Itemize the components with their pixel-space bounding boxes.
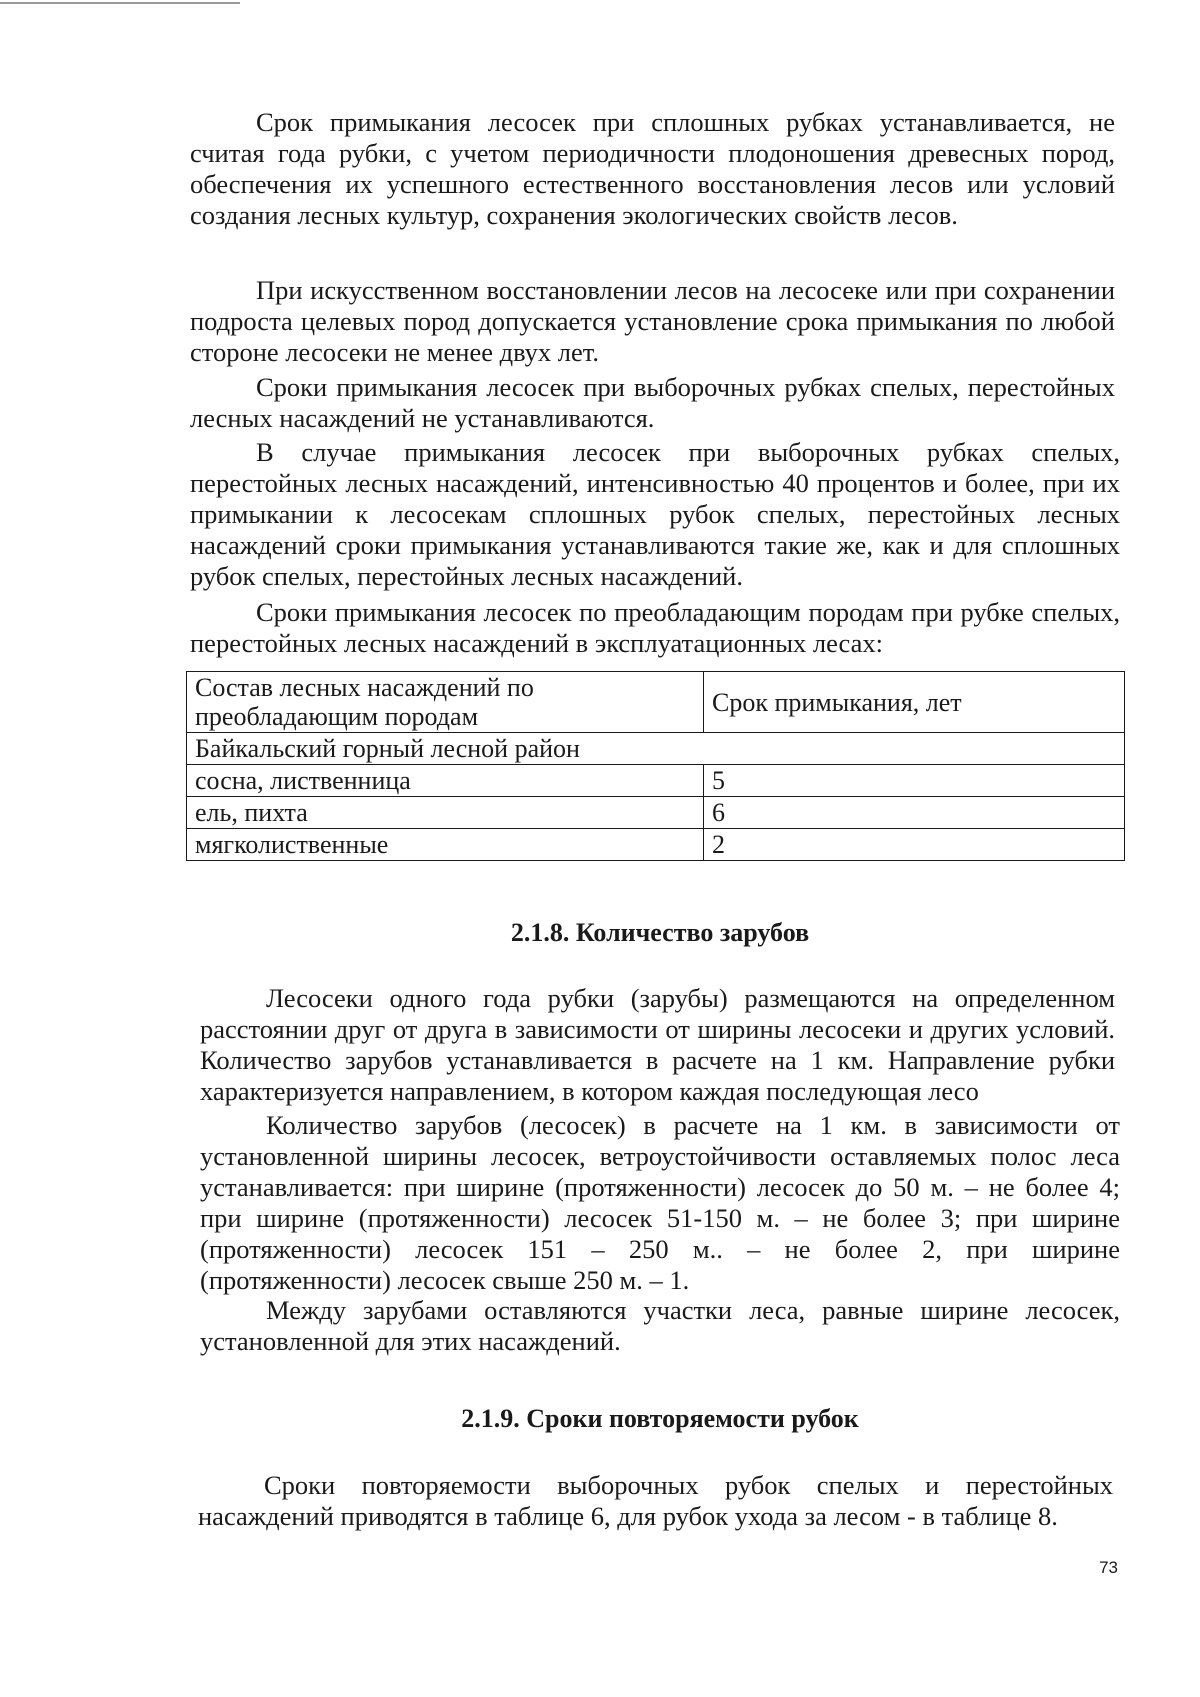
table-cell-years: 6 [704,797,1125,829]
paragraph-table-intro: Сроки примыкания лесосек по преобладающим породам при рубке спелых, перестойных лесных насаждений в эксплуатационных лесах: [190,597,1120,658]
table-cell-species: мягколиственные [187,829,704,861]
paragraph-repeat-tables: Сроки повторяемости выборочных рубок спелых и перестойных насаждений приводятся в таблице 6, для рубок ухода за лесом - в таблице 8. [198,1470,1113,1531]
paragraph-adjacency-clearcut: Срок примыкания лесосек при сплошных рубках устанавливается, не считая года рубки, с учетом периодичности плодоношения древесных пород, обеспечения их успешного естественного восстановления лесов или условий создания лесных культур, сохранения экологических свойств лесов. [190,107,1115,230]
table-row [187,765,1125,797]
table-cell-species: сосна, лиственница [187,765,704,797]
section-heading-cut-count: 2.1.8. Количество зарубов [510,918,810,947]
table-cell-species: ель, пихта [187,797,704,829]
paragraph-selective-no-adjacency: Сроки примыкания лесосек при выборочных рубках спелых, перестойных лесных насаждений не устанавливаются. [190,372,1115,433]
paragraph-selective-intensity: В случае примыкания лесосек при выборочных рубках спелых, перестойных лесных насаждений, интенсивностью 40 процентов и более, при их примыкании к лесосекам сплошных рубок спелых, перестойных лесных насаждений сроки примыкания устанавливаются такие же, как и для сплошных рубок спелых, перестойных лесных насаждений. [190,437,1120,591]
table-cell-years: 5 [704,765,1125,797]
paragraph-cut-count-rules: Количество зарубов (лесосек) в расчете на 1 км. в зависимости от установленной ширины лесосек, ветроустойчивости оставляемых полос леса устанавливается: при ширине (протяженности) лесосек до 50 м. – не более 4; при ширине (протяженности) лесосек 51-150 м. – не более 3; при ширине (протяженности) лесосек 151 – 250 м.. – не более 2, при ширине (протяженности) лесосек свыше 250 м. – 1. [200,1110,1120,1295]
table-header-cell: Срок примыкания, лет [704,672,1125,733]
table-region-row [187,733,1125,765]
table-row [187,797,1125,829]
page-number: 73 [1099,1558,1118,1577]
table-region-cell: Байкальский горный лесной район [187,733,1125,765]
paragraph-artificial-regeneration: При искусственном восстановлении лесов на лесосеке или при сохранении подроста целевых пород допускается установление срока примыкания по любой стороне лесосеки не менее двух лет. [190,275,1115,367]
section-heading-cut-repeat: 2.1.9. Сроки повторяемости рубок [461,1404,859,1433]
table-header-cell: Состав лесных насаждений по преобладающим породам [187,672,704,733]
paragraph-cut-placement: Лесосеки одного года рубки (зарубы) размещаются на определенном расстоянии друг от друга в зависимости от ширины лесосеки и других условий. Количество зарубов устанавливается в расчете на 1 км. Направление рубки характеризуется направлением, в котором каждая последующая лесо [200,983,1115,1106]
table-cell-years: 2 [704,829,1125,861]
adjacency-table [186,671,1125,861]
table-row [187,829,1125,861]
paragraph-forest-strips: Между зарубами оставляются участки леса, равные ширине лесосек, установленной для этих насаждений. [200,1295,1120,1356]
table-header-row [187,672,1125,733]
